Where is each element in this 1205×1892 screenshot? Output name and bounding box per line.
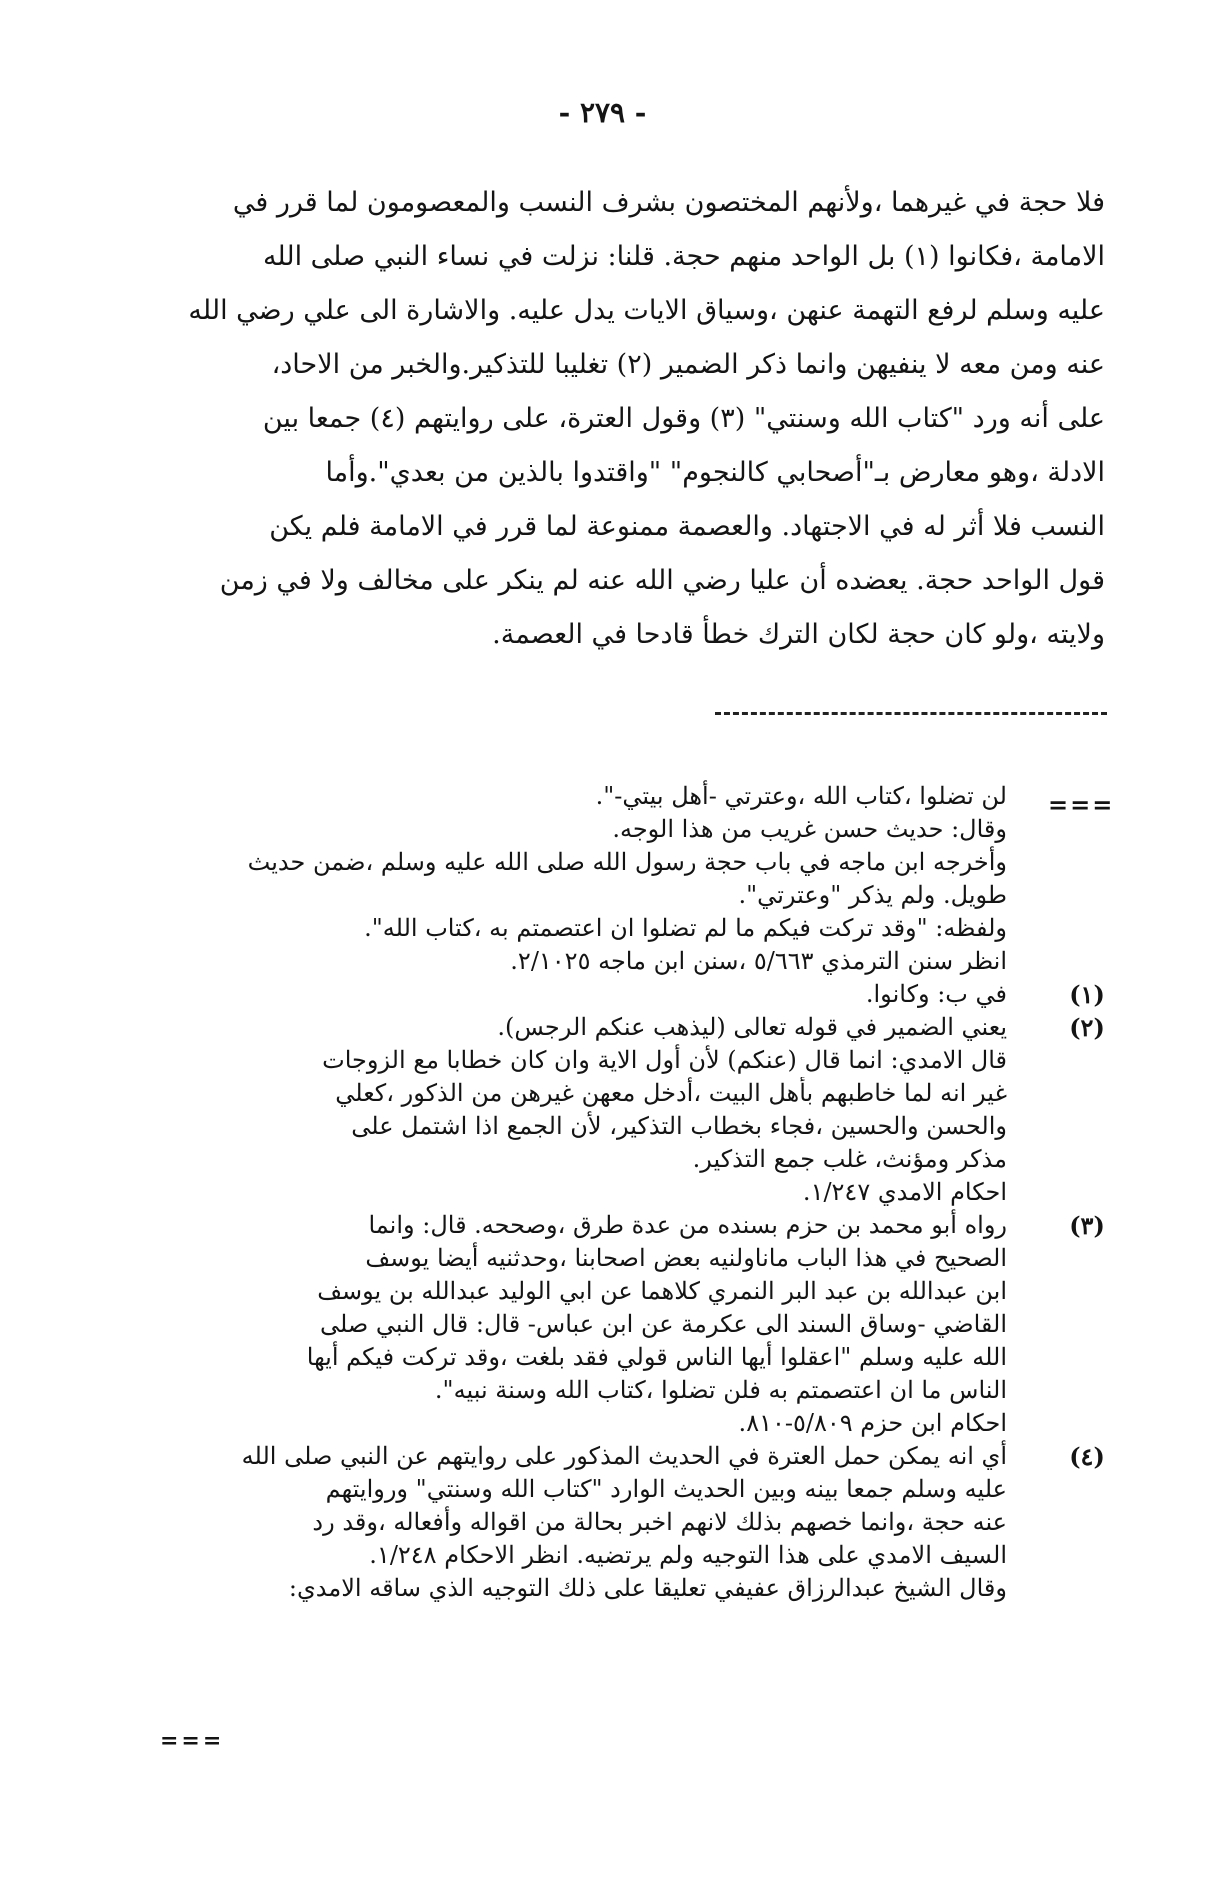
footnote-line: يعني الضمير في قوله تعالى (ليذهب عنكم الرجس). [497,1013,1007,1041]
footnote-1 [155,978,1105,1011]
footnote-line: قال الامدي: انما قال (عنكم) لأن أول الاية وان كان خطابا مع الزوجات [322,1046,1007,1074]
footnote-line: والحسن والحسين ،فجاء بخطاب التذكير، لأن الجمع اذا اشتمل على [351,1112,1007,1140]
footnote-line: رواه أبو محمد بن حزم بسنده من عدة طرق ،وصححه. قال: وانما [368,1211,1007,1239]
page-number: - ٢٧٩ - [558,96,647,129]
footnote-continued [155,780,1007,978]
main-line: على أنه ورد "كتاب الله وسنتي" (٣) وقول العترة، على روايتهم (٤) جمعا بين [262,403,1105,434]
footnote-line: أي انه يمكن حمل العترة في الحديث المذكور على روايتهم عن النبي صلى الله [241,1442,1007,1470]
footnote-line: غير انه لما خاطبهم بأهل البيت ،أدخل معهن غيرهن من الذكور ،كعلي [335,1079,1007,1107]
footnote-label: (٣) [1069,1211,1105,1240]
footnote-line: ابن عبدالله بن عبد البر النمري كلاهما عن ابي الوليد عبدالله بن يوسف [317,1277,1007,1305]
footnote-line: الله عليه وسلم "اعقلوا أيها الناس قولي فقد بلغت ،وقد تركت فيكم أيها [306,1343,1007,1371]
footnote-separator [715,712,1107,715]
footnote-line: طويل. ولم يذكر "وعترتي". [738,881,1007,909]
footnote-label: (٢) [1069,1013,1105,1042]
footnote-line: في ب: وكانوا. [865,980,1007,1008]
footnotes [155,780,1105,1605]
footnote-label: (١) [1069,980,1105,1009]
footnote-line: لن تضلوا ،كتاب الله ،وعترتي -أهل بيتي-". [595,782,1007,810]
footnote-line: الناس ما ان اعتصمتم به فلن تضلوا ،كتاب الله وسنة نبيه". [434,1376,1007,1404]
footnote-line: وأخرجه ابن ماجه في باب حجة رسول الله صلى الله عليه وسلم ،ضمن حديث [247,848,1007,876]
footnote-line: وقال: حديث حسن غريب من هذا الوجه. [612,815,1007,843]
footnote-line: انظر سنن الترمذي ٥/٦٦٣ ،سنن ابن ماجه ٢/١٠٢٥. [510,947,1007,975]
main-line: الامامة ،فكانوا (١) بل الواحد منهم حجة. قلنا: نزلت في نساء النبي صلى الله [262,241,1105,272]
footnote-line: مذكر ومؤنث، غلب جمع التذكير. [692,1145,1007,1173]
main-line: فلا حجة في غيرهما ،ولأنهم المختصون بشرف النسب والمعصومون لما قرر في [232,187,1105,218]
footnote-label: (٤) [1069,1442,1105,1471]
main-text [165,176,1105,662]
main-line: عنه ومن معه لا ينفيهن وانما ذكر الضمير (٢) تغليبا للتذكير.والخبر من الاحاد، [271,349,1105,380]
footnote-line: عليه وسلم جمعا بينه وبين الحديث الوارد "كتاب الله وسنتي" وروايتهم [325,1475,1007,1503]
footnote-line: احكام الامدي ١/٢٤٧. [802,1178,1007,1206]
footnote-line: الصحيح في هذا الباب ماناولنيه بعض اصحابنا ،وحدثنيه أيضا يوسف [365,1244,1007,1272]
footnote-end-marker: === [160,1728,225,1754]
footnote-line: عنه حجة ،وانما خصهم بذلك لانهم اخبر بحالة من اقواله وأفعاله ،وقد رد [312,1508,1007,1536]
footnote-line: احكام ابن حزم ٥/٨٠٩-٨١٠. [738,1409,1007,1437]
main-line: ولايته ،ولو كان حجة لكان الترك خطأ قادحا في العصمة. [492,619,1105,650]
footnote-line: ولفظه: "وقد تركت فيكم ما لم تضلوا ان اعتصمتم به ،كتاب الله". [364,914,1007,942]
footnote-3 [155,1209,1105,1440]
footnote-line: السيف الامدي على هذا التوجيه ولم يرتضيه. انظر الاحكام ١/٢٤٨. [369,1541,1007,1569]
main-line: النسب فلا أثر له في الاجتهاد. والعصمة ممنوعة لما قرر في الامامة فلم يكن [269,511,1105,542]
main-line: عليه وسلم لرفع التهمة عنهن ،وسياق الايات يدل عليه. والاشارة الى علي رضي الله [188,295,1105,326]
footnote-4 [155,1440,1105,1605]
footnote-line: وقال الشيخ عبدالرزاق عفيفي تعليقا على ذلك التوجيه الذي ساقه الامدي: [288,1574,1007,1602]
main-line: قول الواحد حجة. يعضده أن عليا رضي الله عنه لم ينكر على مخالف ولا في زمن [219,565,1105,596]
main-line: الادلة ،وهو معارض بـ"أصحابي كالنجوم" "واقتدوا بالذين من بعدي".وأما [325,457,1105,488]
footnote-line: القاضي -وساق السند الى عكرمة عن ابن عباس- قال: قال النبي صلى [319,1310,1007,1338]
footnote-2 [155,1011,1105,1209]
footnote-continuation-marker: === [1048,790,1115,819]
